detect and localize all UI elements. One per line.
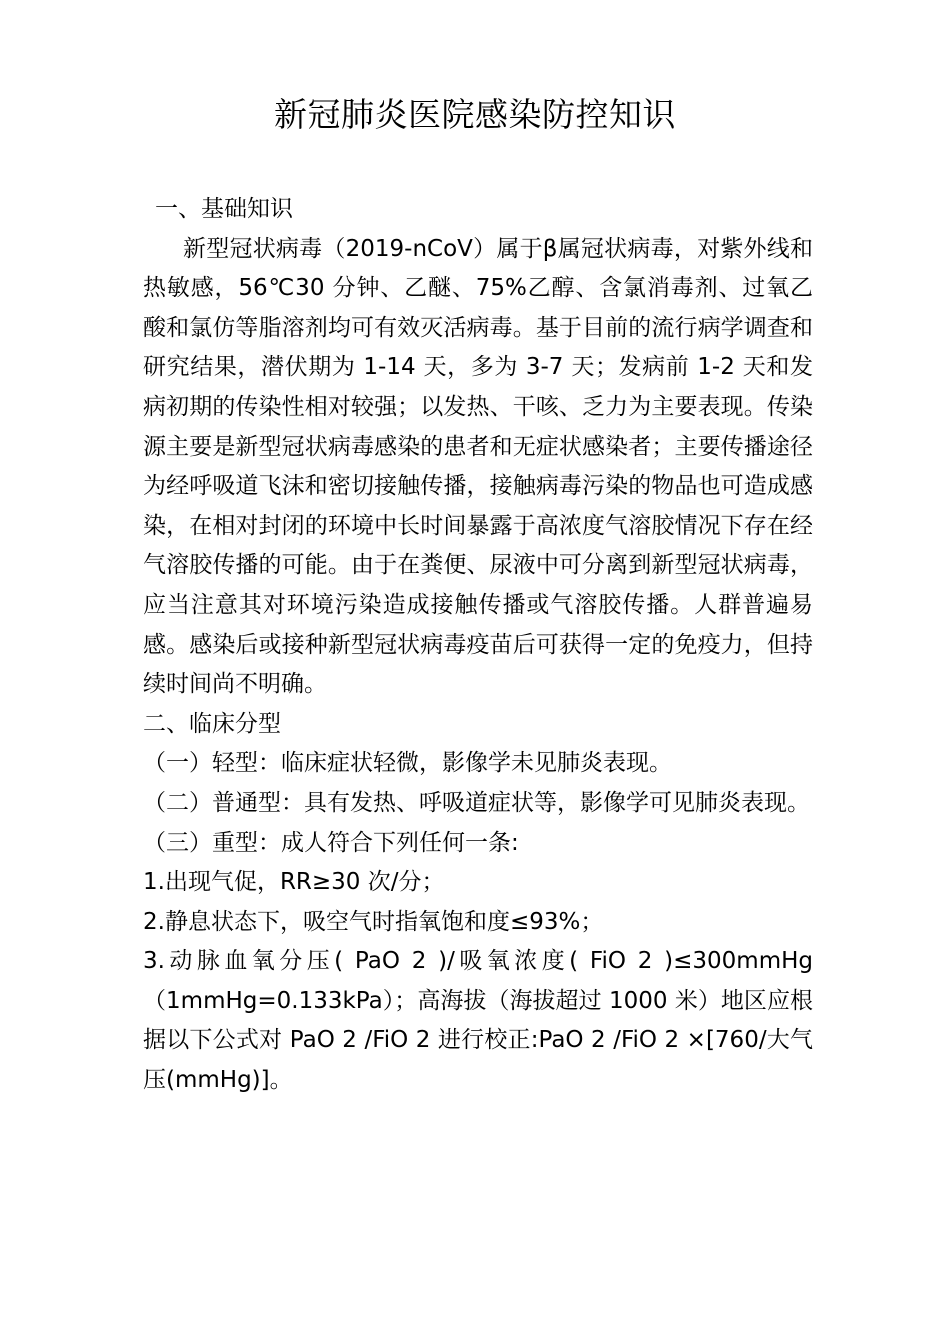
- document-body: [143, 190, 813, 1101]
- criteria-item-2: 2.静息状态下，吸空气时指氧饱和度≤93%；: [143, 908, 604, 935]
- basic-knowledge-paragraph: 新型冠状病毒（2019-nCoV）属于β属冠状病毒，对紫外线和热敏感，56℃30 分钟、乙醚、75%乙醇、含氯消毒剂、过氧乙酸和氯仿等脂溶剂均可有效灭活病毒。基于目前的流行病学调查和研究结果，潜伏期为 1-14 天，多为 3-7 天；发病前 1-2 天和发病初期的传染性相对较强；以发热、干咳、乏力为主要表现。传染源主要是新型冠状病毒感染的患者和无症状感染者；主要传播途径为经呼吸道飞沫和密切接触传播，接触病毒污染的物品也可造成感染，在相对封闭的环境中长时间暴露于高浓度气溶胶情况下存在经气溶胶传播的可能。由于在粪便、尿液中可分离到新型冠状病毒，应当注意其对环境污染造成接触传播或气溶胶传播。人群普遍易感。感染后或接种新型冠状病毒疫苗后可获得一定的免疫力，但持续时间尚不明确。: [143, 235, 813, 698]
- section-heading-basic-knowledge: 一、基础知识: [155, 196, 293, 222]
- section-heading-clinical-types: 二、临床分型: [143, 710, 281, 737]
- clinical-type-severe: （三）重型：成人符合下列任何一条:: [143, 829, 519, 856]
- clinical-type-mild: （一）轻型：临床症状轻微，影像学未见肺炎表现。: [143, 750, 672, 777]
- criteria-item-1: 1.出现气促，RR≥30 次/分；: [143, 869, 445, 896]
- clinical-type-common: （二）普通型：具有发热、呼吸道症状等，影像学可见肺炎表现。: [143, 789, 810, 816]
- document-title: 新冠肺炎医院感染防控知识: [274, 95, 676, 134]
- criteria-item-3: 3.动脉血氧分压( PaO 2 )/吸氧浓度( FiO 2 )≤300mmHg（1mmHg=0.133kPa）；高海拔（海拔超过 1000 米）地区应根据以下公式对 PaO 2 /FiO 2 进行校正:PaO 2 /FiO 2 ×[760/大气压(mmHg)]。: [143, 948, 813, 1094]
